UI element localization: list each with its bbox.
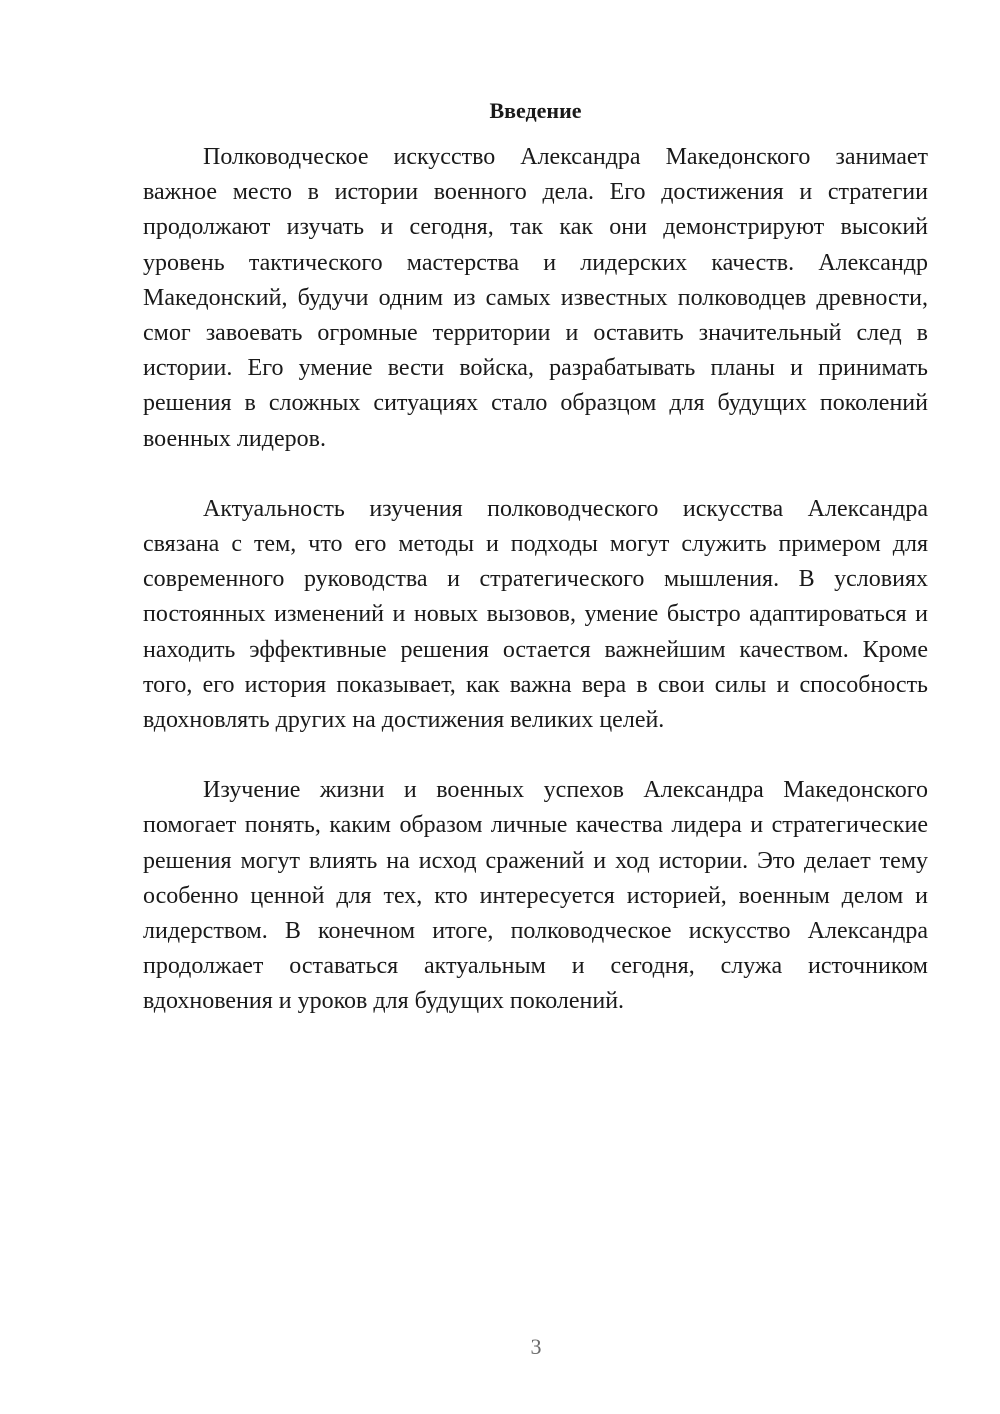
body-text bbox=[143, 140, 928, 1055]
page-number: 3 bbox=[530, 1334, 542, 1359]
paragraph: Изучение жизни и военных успехов Александра Македонского помогает понять, каким образом личные качества лидера и стратегические решения могут влиять на исход сражений и ход истории. Это делает тему особенно ценной для тех, кто интересуется историей, военным делом и лидерством. В конечном итоге, полководческое искусство Александра продолжает оставаться актуальным и сегодня, служа источником вдохновения и уроков для будущих поколений. bbox=[143, 777, 928, 1015]
section-heading: Введение bbox=[489, 98, 582, 123]
paragraph: Полководческое искусство Александра Македонского занимает важное место в истории военного дела. Его достижения и стратегии продолжают изучать и сегодня, так как они демонстрируют высокий уровень тактического мастерства и лидерских качеств. Александр Македонский, будучи одним из самых известных полководцев древности, смог завоевать огромные территории и оставить значительный след в истории. Его умение вести войска, разрабатывать планы и принимать решения в сложных ситуациях стало образцом для будущих поколений военных лидеров. bbox=[143, 144, 928, 452]
paragraph: Актуальность изучения полководческого искусства Александра связана с тем, что его методы и подходы могут служить примером для современного руководства и стратегического мышления. В условиях постоянных изменений и новых вызовов, умение быстро адаптироваться и находить эффективные решения остается важнейшим качеством. Кроме того, его история показывает, как важна вера в свои силы и способность вдохновлять других на достижения великих целей. bbox=[143, 495, 928, 734]
